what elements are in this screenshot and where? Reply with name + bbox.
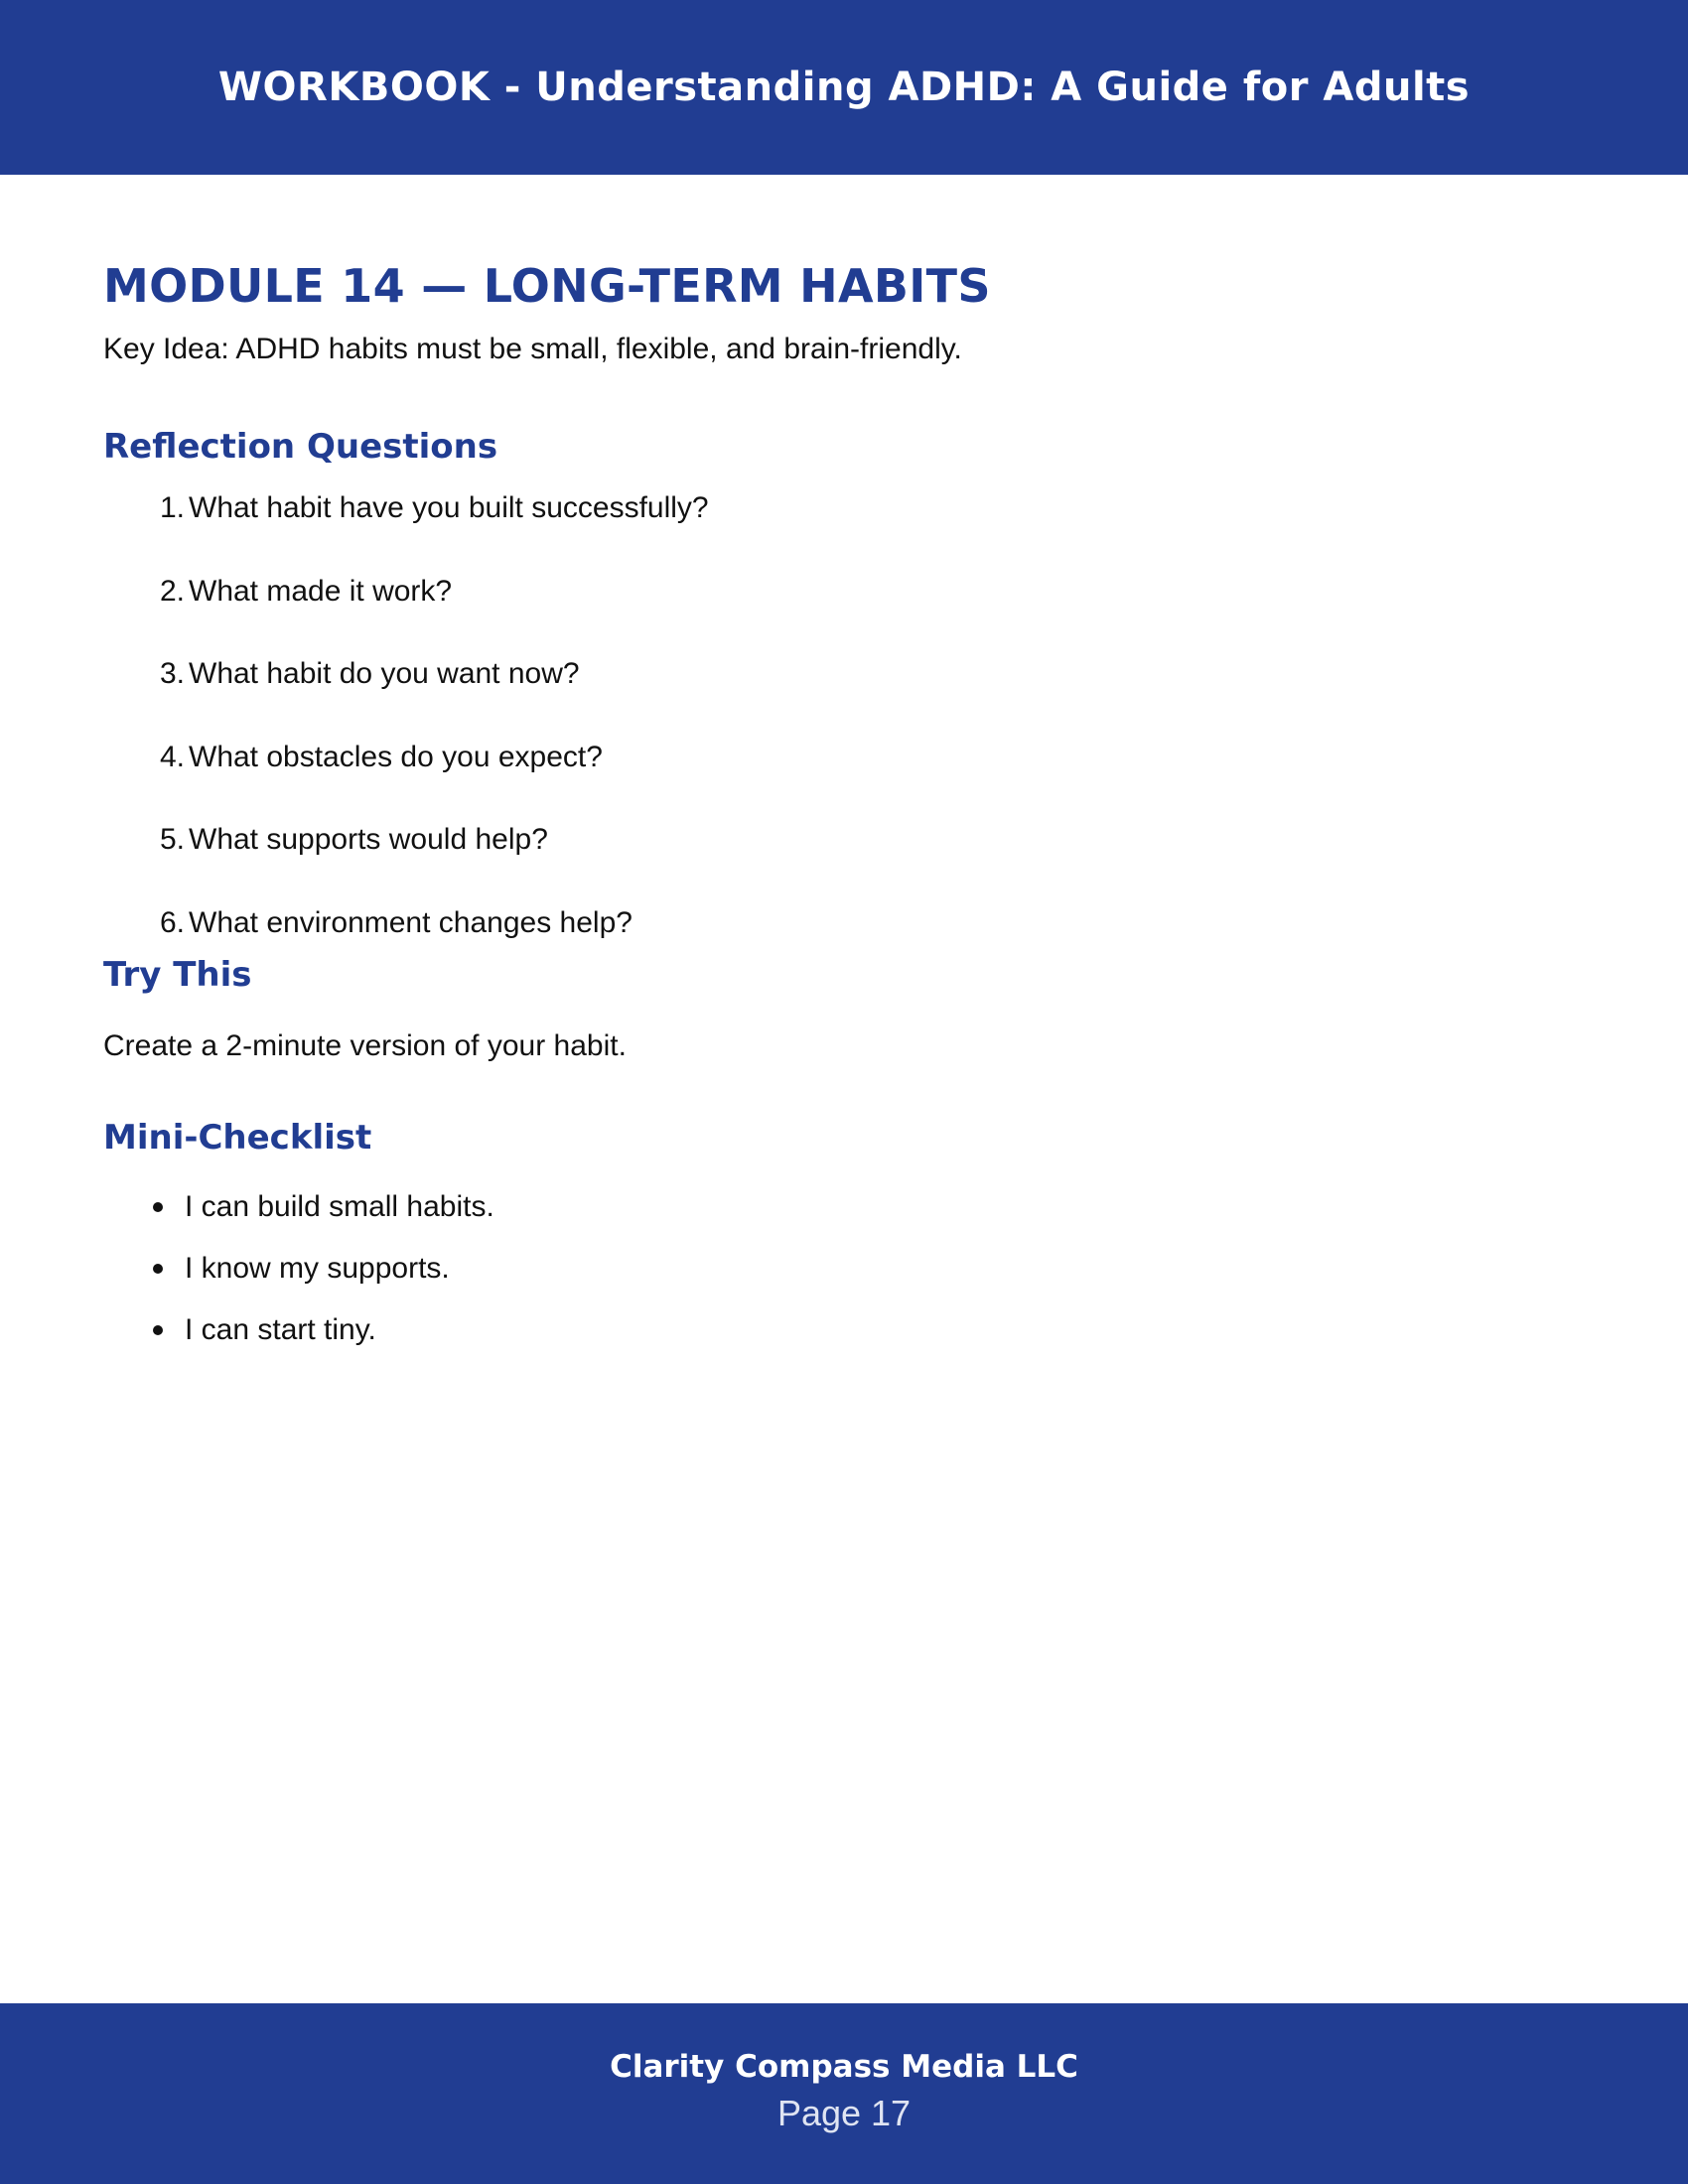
checklist-item-text: I can start tiny. (185, 1312, 376, 1346)
question-text: What supports would help? (189, 823, 548, 856)
page-content (103, 256, 1583, 1372)
question-item (103, 820, 1583, 860)
question-item (103, 654, 1583, 694)
page-header (0, 0, 1688, 175)
question-number: 3. (159, 657, 185, 690)
page-number: Page 17 (776, 2093, 912, 2133)
question-number: 5. (159, 823, 185, 856)
question-item (103, 488, 1583, 528)
question-text: What environment changes help? (189, 905, 633, 939)
bullet-icon (153, 1264, 163, 1274)
bullet-icon (153, 1325, 163, 1335)
try-this-heading: Try This (103, 954, 252, 995)
reflection-questions-heading: Reflection Questions (103, 427, 498, 467)
question-text: What habit do you want now? (189, 657, 580, 690)
question-text: What habit have you built successfully? (189, 491, 709, 524)
question-text: What made it work? (189, 574, 453, 608)
checklist-item (103, 1187, 1583, 1227)
question-number: 2. (159, 574, 185, 608)
bullet-icon (153, 1202, 163, 1212)
question-text: What obstacles do you expect? (189, 740, 603, 773)
mini-checklist-heading: Mini-Checklist (103, 1117, 372, 1158)
checklist-item (103, 1310, 1583, 1350)
workbook-title: WORKBOOK - Understanding ADHD: A Guide for Adults (217, 64, 1471, 110)
question-item (103, 738, 1583, 777)
reflection-questions-list (103, 488, 1583, 943)
checklist-item-text: I know my supports. (185, 1251, 450, 1285)
page-footer (0, 2003, 1688, 2184)
checklist-item-text: I can build small habits. (185, 1189, 494, 1223)
key-idea: Key Idea: ADHD habits must be small, flexible, and brain-friendly. (103, 333, 962, 365)
mini-checklist (103, 1187, 1583, 1350)
question-item (103, 903, 1583, 943)
try-this-text: Create a 2-minute version of your habit. (103, 1028, 627, 1062)
question-number: 1. (159, 491, 185, 524)
company-name: Clarity Compass Media LLC (610, 2049, 1078, 2085)
question-number: 6. (159, 905, 185, 939)
question-item (103, 572, 1583, 612)
module-title: MODULE 14 — LONG-TERM HABITS (103, 259, 991, 313)
checklist-item (103, 1249, 1583, 1289)
question-number: 4. (159, 740, 185, 773)
